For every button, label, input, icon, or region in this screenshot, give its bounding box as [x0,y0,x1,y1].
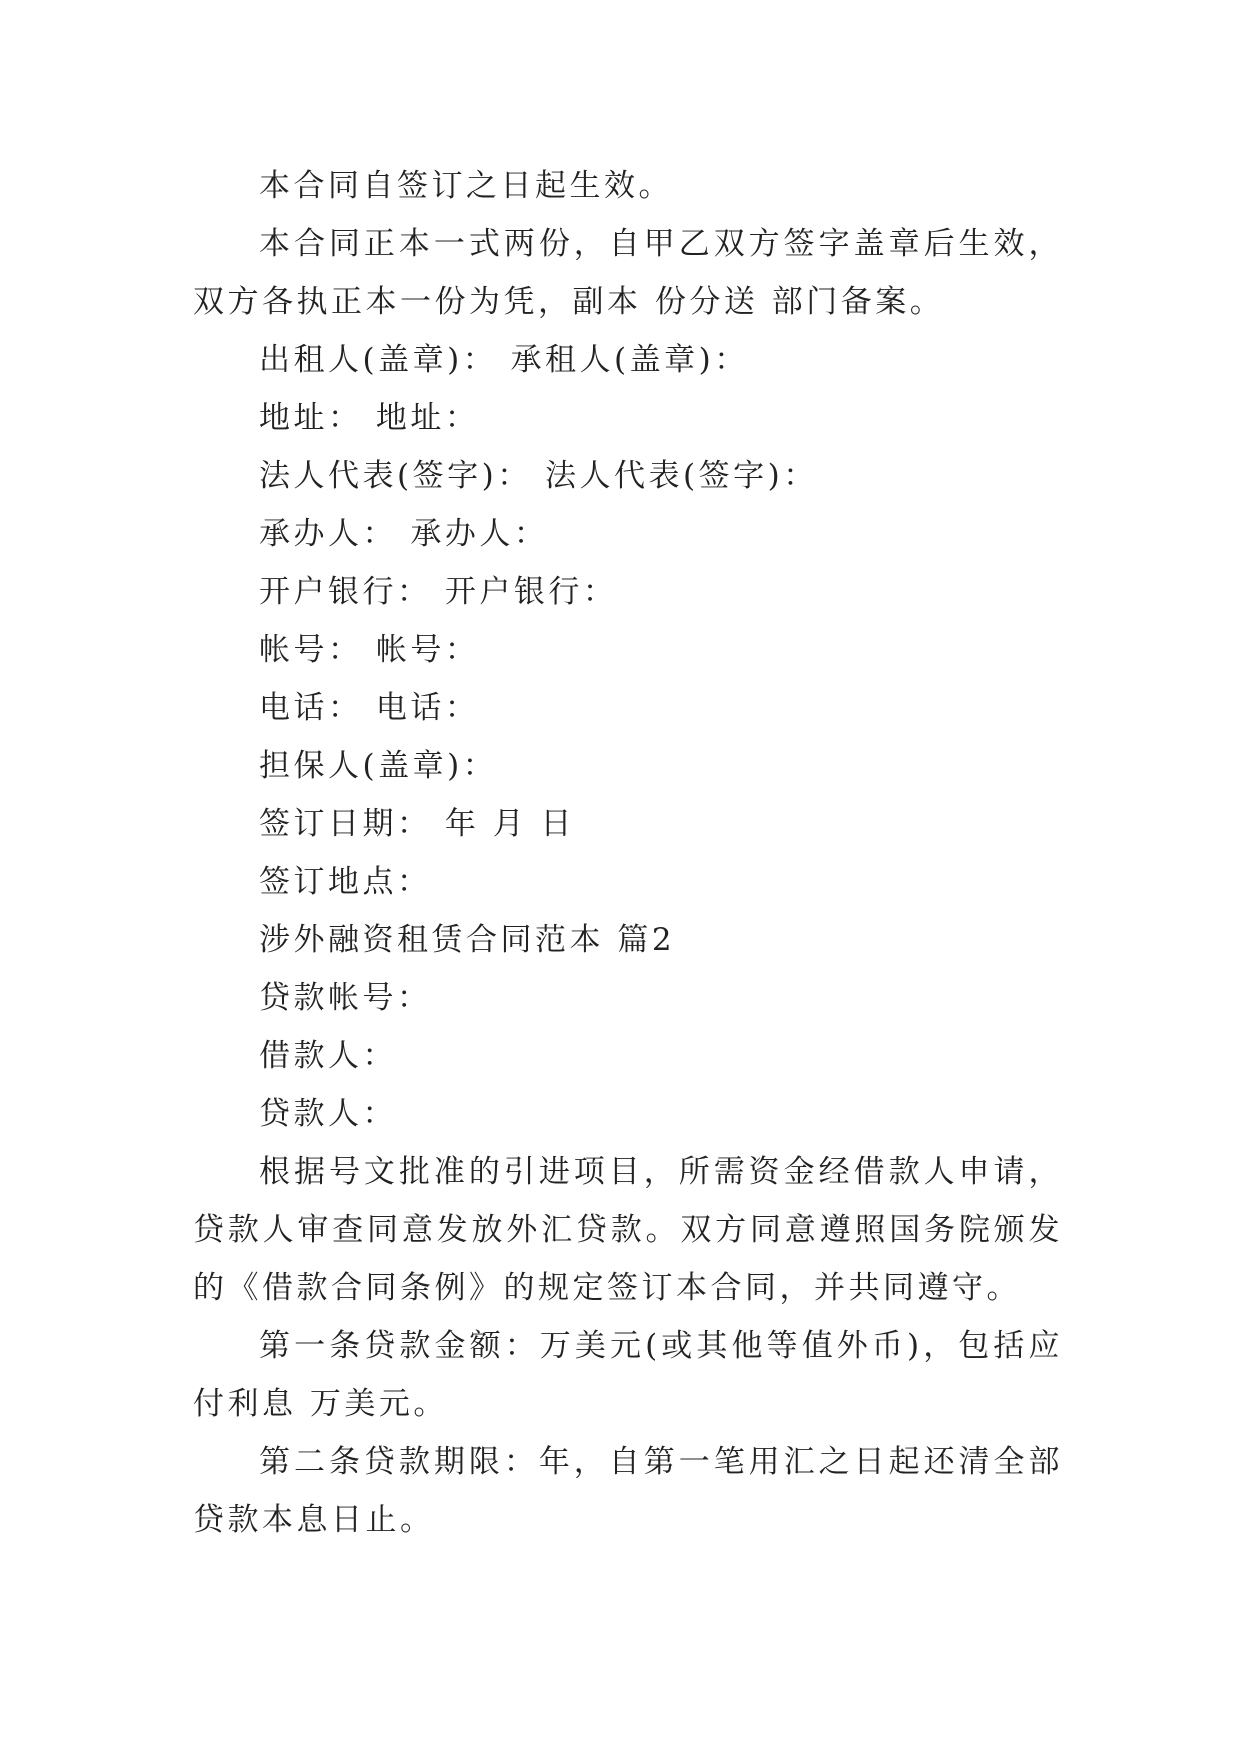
document-body [193,157,1063,1549]
paragraph-preamble: 根据号文批准的引进项目，所需资金经借款人申请，贷款人审查同意发放外汇贷款。双方同意遵照国务院颁发的《借款合同条例》的规定签订本合同，并共同遵守。 [193,1154,1063,1306]
line-lender: 贷款人： [259,1096,397,1132]
section-title: 涉外融资租赁合同范本 篇2 [259,922,676,958]
line-handler: 承办人： 承办人： [259,516,549,552]
paragraph-copies: 本合同正本一式两份，自甲乙双方签字盖章后生效，双方各执正本一份为凭，副本 份分送 部门备案。 [193,226,1063,320]
line-borrower: 借款人： [259,1038,397,1074]
line-account: 帐号： 帐号： [259,632,480,668]
line-lessor-lessee-seal: 出租人(盖章)： 承租人(盖章)： [259,342,749,378]
line-guarantor: 担保人(盖章)： [259,748,498,784]
line-phone: 电话： 电话： [259,690,480,726]
paragraph-article-2: 第二条贷款期限：年，自第一笔用汇之日起还清全部贷款本息日止。 [193,1444,1063,1538]
paragraph-article-1: 第一条贷款金额：万美元(或其他等值外币)，包括应付利息 万美元。 [193,1328,1063,1422]
line-signing-date: 签订日期： 年 月 日 [259,806,576,842]
line-address: 地址： 地址： [259,400,480,436]
paragraph-effective-date: 本合同自签订之日起生效。 [259,168,673,204]
line-signing-place: 签订地点： [259,864,432,900]
line-legal-representative: 法人代表(签字)： 法人代表(签字)： [259,458,818,494]
line-loan-account: 贷款帐号： [259,980,432,1016]
line-bank: 开户银行： 开户银行： [259,574,618,610]
